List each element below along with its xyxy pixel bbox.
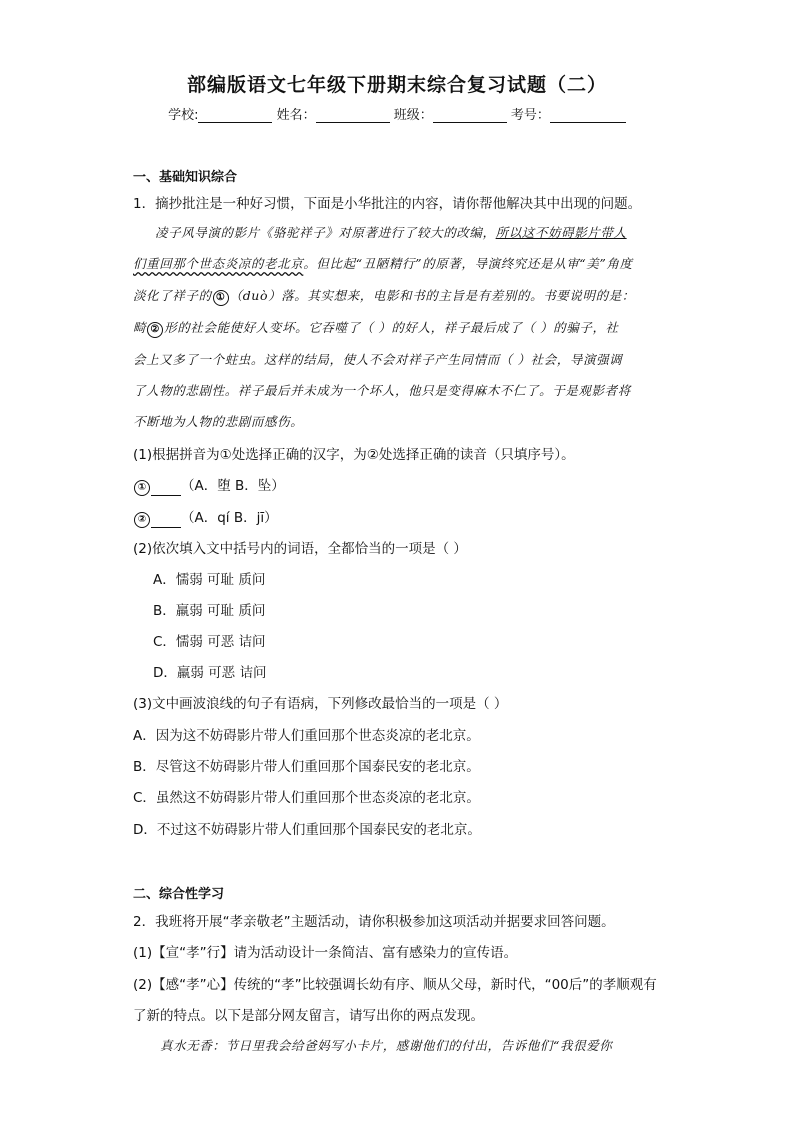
underlined-text: 所以这不妨碍影片带人: [495, 225, 627, 240]
question-1-stem: 1．摘抄批注是一种好习惯，下面是小华批注的内容，请你帮他解决其中出现的问题。: [133, 196, 642, 212]
option-3a[interactable]: A．因为这不妨碍影片带人们重回那个世态炎凉的老北京。: [133, 728, 480, 744]
option-3b[interactable]: B．尽管这不妨碍影片带人们重回那个国泰民安的老北京。: [133, 759, 480, 775]
answer-blank-1[interactable]: [151, 483, 181, 496]
exam-no-blank[interactable]: [550, 108, 626, 123]
question-2-stem: 2．我班将开展“孝亲敬老”主题活动，请你积极参加这项活动并据要求回答问题。: [133, 914, 615, 930]
option-3d[interactable]: D．不过这不妨碍影片带人们重回那个国泰民安的老北京。: [133, 822, 481, 838]
sub-question-3: (3)文中画波浪线的句子有语病，下列修改最恰当的一项是（ ）: [133, 696, 508, 712]
passage-line-7: 不断地为人物的悲剧而感伤。: [133, 414, 304, 429]
option-2b[interactable]: B．羸弱 可耻 质问: [153, 603, 266, 619]
wavy-underlined-sentence: 们重回那个世态炎凉的老北京: [133, 256, 304, 271]
school-label: 学校:: [168, 108, 199, 123]
sub-question-2: (2)依次填入文中括号内的词语，全都恰当的一项是（ ）: [133, 541, 467, 557]
option-2d[interactable]: D．羸弱 可恶 诘问: [153, 665, 267, 681]
page-title: 部编版语文七年级下册期末综合复习试题（二）: [186, 74, 607, 96]
sub-question-1a: ① （A．堕 B．坠）: [133, 474, 285, 496]
passage-line-3: 淡化了祥子的 ① （duò）落。其实想来，电影和书的主旨是有差别的。书要说明的是：: [133, 286, 635, 306]
option-2c[interactable]: C．懦弱 可恶 诘问: [153, 634, 266, 650]
section-heading-basic: 一、基础知识综合: [133, 170, 238, 185]
exam-no-label: 考号：: [510, 108, 550, 123]
school-blank[interactable]: [198, 108, 272, 123]
sub-question-2-1: (1)【宣“孝”行】请为活动设计一条简洁、富有感染力的宣传语。: [133, 945, 518, 961]
circled-number-2: ②: [147, 322, 163, 338]
name-blank[interactable]: [316, 108, 390, 123]
sub-question-2-2-line-1: (2)【感“孝”心】传统的“孝”比较强调长幼有序、顺从父母，新时代，“00后”的孝顺观有: [133, 977, 657, 993]
class-label: 班级：: [393, 108, 433, 123]
passage-line-5: 会上又多了一个蛀虫。这样的结局，使人不会对祥子产生同情而（ ）社会，导演强调: [133, 352, 623, 367]
circled-number-1: ①: [213, 290, 229, 306]
sub-question-1: (1)根据拼音为①处选择正确的汉字，为②处选择正确的读音（只填序号）。: [133, 447, 575, 463]
option-3c[interactable]: C．虽然这不妨碍影片带人们重回那个世态炎凉的老北京。: [133, 790, 480, 806]
passage-line-4: 畸 ② 形的社会能使好人变坏。它吞噬了（ ）的好人，祥子最后成了（ ）的骗子，社: [133, 318, 619, 338]
sub-question-2-2-line-2: 了新的特点。以下是部分网友留言，请写出你的两点发现。: [133, 1008, 484, 1024]
sub-question-1b: ② （A．qí B．jī）: [133, 506, 278, 528]
passage-line-6: 了人物的悲剧性。祥子最后并未成为一个坏人，他只是变得麻木不仁了。于是观影者将: [133, 383, 631, 398]
class-blank[interactable]: [433, 108, 507, 123]
netizen-quote: 真水无香：节日里我会给爸妈写小卡片，感谢他们的付出，告诉他们“我很爱你: [160, 1038, 613, 1053]
answer-blank-2[interactable]: [151, 515, 181, 528]
circled-number-2: ②: [134, 512, 150, 528]
circled-number-1: ①: [134, 480, 150, 496]
option-2a[interactable]: A．懦弱 可耻 质问: [153, 572, 266, 588]
section-heading-comprehensive: 二、综合性学习: [133, 887, 225, 902]
student-info-line: [0, 104, 794, 123]
name-label: 姓名：: [276, 108, 316, 123]
passage-line-1: 凌子风导演的影片《骆驼祥子》对原著进行了较大的改编，所以这不妨碍影片带人: [155, 225, 627, 240]
passage-line-2: 们重回那个世态炎凉的老北京。但比起“丑陋精行”的原著，导演终究还是从审“美”角度: [133, 256, 633, 271]
